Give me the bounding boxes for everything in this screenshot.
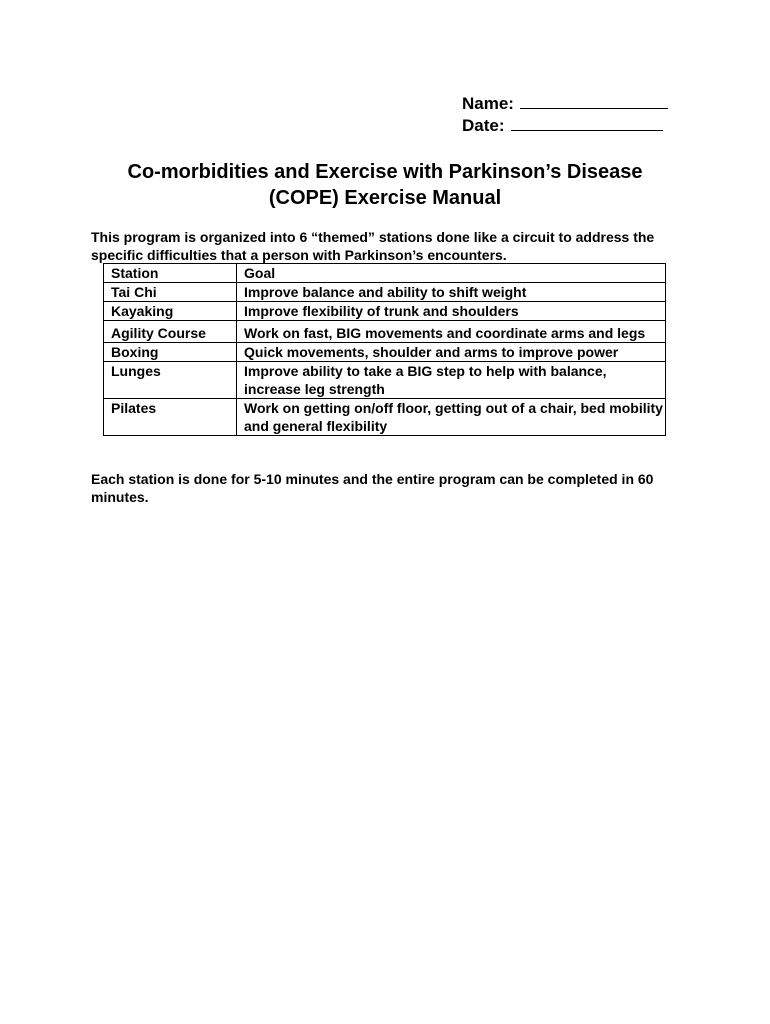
table-header-station: Station [104, 264, 237, 283]
goal-cell: Improve ability to take a BIG step to help with balance, increase leg strength [237, 362, 666, 399]
table-row [104, 321, 666, 343]
goal-cell: Improve balance and ability to shift weight [237, 283, 666, 302]
station-cell: Tai Chi [104, 283, 237, 302]
date-label: Date: [462, 116, 505, 135]
table-row [104, 283, 666, 302]
document-title [60, 159, 710, 211]
station-cell: Lunges [104, 362, 237, 399]
goal-cell: Quick movements, shoulder and arms to improve power [237, 343, 666, 362]
title-line-2: (COPE) Exercise Manual [268, 187, 502, 209]
name-label: Name: [462, 94, 514, 113]
table-row [104, 302, 666, 321]
name-field [462, 93, 668, 115]
station-cell: Kayaking [104, 302, 237, 321]
station-cell: Boxing [104, 343, 237, 362]
closing-paragraph: Each station is done for 5-10 minutes and the entire program can be completed in 60 minutes. [91, 471, 654, 505]
table-row [104, 399, 666, 436]
date-blank-line[interactable] [511, 115, 663, 131]
goal-cell: Work on fast, BIG movements and coordinate arms and legs [237, 321, 666, 343]
date-field [462, 115, 668, 137]
table-row [104, 362, 666, 399]
name-blank-line[interactable] [520, 93, 668, 109]
goal-cell: Improve flexibility of trunk and shoulders [237, 302, 666, 321]
stations-table [103, 263, 666, 436]
table-header-goal: Goal [237, 264, 666, 283]
intro-paragraph: This program is organized into 6 “themed” stations done like a circuit to address the specific difficulties that a person with Parkinson’s encounters. [91, 229, 655, 263]
goal-cell: Work on getting on/off floor, getting out of a chair, bed mobility and general flexibility [237, 399, 666, 436]
header-fields [462, 93, 668, 137]
station-cell: Agility Course [104, 321, 237, 343]
table-header-row [104, 264, 666, 283]
table-row [104, 343, 666, 362]
station-cell: Pilates [104, 399, 237, 436]
title-line-1: Co-morbidities and Exercise with Parkinson’s Disease [127, 161, 643, 183]
